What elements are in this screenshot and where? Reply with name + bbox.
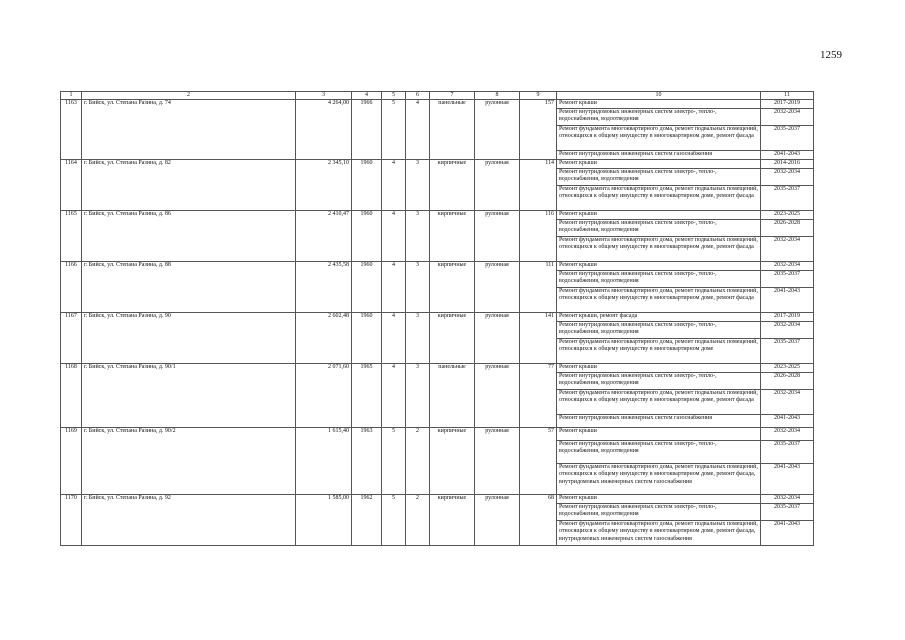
- row-number: 1169: [61, 428, 82, 495]
- work-description: Ремонт крыши: [557, 211, 761, 220]
- build-year: 1960: [352, 262, 382, 313]
- row-number: 1164: [61, 160, 82, 211]
- entrances-count: 3: [406, 364, 430, 428]
- column-number: 9: [520, 92, 557, 100]
- work-description: Ремонт фундамента многоквартирного дома, ремонт подвальных помещений, относящихся к общему имуществу в многоквартирном доме: [557, 339, 761, 364]
- work-period: 2035-2037: [761, 271, 814, 288]
- work-description: Ремонт крыши: [557, 160, 761, 169]
- residents-count: 114: [520, 160, 557, 211]
- work-period: 2032-2034: [761, 262, 814, 271]
- work-description: Ремонт крыши: [557, 262, 761, 271]
- total-area: 2 435,58: [296, 262, 352, 313]
- roof-type: рулонная: [475, 262, 520, 313]
- total-area: 1 615,40: [296, 428, 352, 495]
- column-number-row: [61, 92, 814, 100]
- entrances-count: 2: [406, 495, 430, 546]
- column-number: 6: [406, 92, 430, 100]
- house-address: г. Бийск, ул. Степана Разина, д. 74: [82, 100, 296, 160]
- work-period: 2032-2034: [761, 237, 814, 262]
- house-address: г. Бийск, ул. Степана Разина, д. 90/2: [82, 428, 296, 495]
- roof-type: рулонная: [475, 495, 520, 546]
- build-year: 1963: [352, 428, 382, 495]
- row-number: 1166: [61, 262, 82, 313]
- wall-material: кирпичные: [430, 313, 475, 364]
- total-area: 1 585,00: [296, 495, 352, 546]
- work-period: 2041-2043: [761, 521, 814, 546]
- column-number: 8: [475, 92, 520, 100]
- column-number: 7: [430, 92, 475, 100]
- house-row: [61, 313, 814, 322]
- entrances-count: 2: [406, 428, 430, 495]
- wall-material: панельные: [430, 364, 475, 428]
- wall-material: кирпичные: [430, 428, 475, 495]
- row-number: 1167: [61, 313, 82, 364]
- floors-count: 4: [382, 262, 406, 313]
- work-description: Ремонт внутридомовых инженерных систем электро-, тепло-, водоснабжения, водоотведения: [557, 322, 761, 339]
- work-description: Ремонт фундамента многоквартирного дома, ремонт подвальных помещений, относящихся к общему имуществу в многоквартирном доме, ремонт фасада, внутридомовых инженерных систем газоснабжения: [557, 464, 761, 495]
- total-area: 2 345,10: [296, 160, 352, 211]
- work-description: Ремонт фундамента многоквартирного дома, ремонт подвальных помещений, относящихся к общему имуществу в многоквартирном доме, ремонт фасада: [557, 390, 761, 415]
- house-row: [61, 211, 814, 220]
- work-period: 2041-2043: [761, 151, 814, 160]
- total-area: 2 071,60: [296, 364, 352, 428]
- work-period: 2035-2037: [761, 126, 814, 151]
- work-period: 2041-2043: [761, 464, 814, 495]
- work-description: Ремонт внутридомовых инженерных систем электро-, тепло-, водоснабжения, водоотведения: [557, 109, 761, 126]
- house-row: [61, 100, 814, 109]
- residents-count: 77: [520, 364, 557, 428]
- work-period: 2023-2025: [761, 364, 814, 373]
- work-description: Ремонт внутридомовых инженерных систем газоснабжения: [557, 415, 761, 428]
- work-description: Ремонт крыши, ремонт фасада: [557, 313, 761, 322]
- house-address: г. Бийск, ул. Степана Разина, д. 88: [82, 262, 296, 313]
- house-row: [61, 160, 814, 169]
- entrances-count: 3: [406, 211, 430, 262]
- floors-count: 5: [382, 428, 406, 495]
- entrances-count: 4: [406, 100, 430, 160]
- residents-count: 68: [520, 495, 557, 546]
- row-number: 1163: [61, 100, 82, 160]
- residents-count: 157: [520, 100, 557, 160]
- row-number: 1170: [61, 495, 82, 546]
- row-number: 1165: [61, 211, 82, 262]
- residents-count: 141: [520, 313, 557, 364]
- column-number: 3: [296, 92, 352, 100]
- roof-type: рулонная: [475, 313, 520, 364]
- roof-type: рулонная: [475, 428, 520, 495]
- work-description: Ремонт крыши: [557, 364, 761, 373]
- work-description: Ремонт фундамента многоквартирного дома, ремонт подвальных помещений, относящихся к общему имуществу в многоквартирном доме, ремонт фасада: [557, 186, 761, 211]
- work-period: 2032-2034: [761, 169, 814, 186]
- house-row: [61, 262, 814, 271]
- house-row: [61, 495, 814, 504]
- work-description: Ремонт фундамента многоквартирного дома, ремонт подвальных помещений, относящихся к общему имуществу в многоквартирном доме, ремонт фасада: [557, 237, 761, 262]
- build-year: 1960: [352, 313, 382, 364]
- wall-material: панельные: [430, 100, 475, 160]
- work-period: 2035-2037: [761, 339, 814, 364]
- work-description: Ремонт внутридомовых инженерных систем газоснабжения: [557, 151, 761, 160]
- work-period: 2032-2034: [761, 428, 814, 441]
- roof-type: рулонная: [475, 364, 520, 428]
- work-description: Ремонт внутридомовых инженерных систем электро-, тепло-, водоснабжения, водоотведения: [557, 373, 761, 390]
- house-address: г. Бийск, ул. Степана Разина, д. 90/1: [82, 364, 296, 428]
- column-number: 10: [557, 92, 761, 100]
- column-number: 2: [82, 92, 296, 100]
- work-description: Ремонт внутридомовых инженерных систем электро-, тепло-, водоснабжения, водоотведения: [557, 220, 761, 237]
- build-year: 1966: [352, 100, 382, 160]
- wall-material: кирпичные: [430, 495, 475, 546]
- work-period: 2041-2043: [761, 415, 814, 428]
- row-number: 1168: [61, 364, 82, 428]
- residents-count: 57: [520, 428, 557, 495]
- work-period: 2023-2025: [761, 211, 814, 220]
- floors-count: 4: [382, 211, 406, 262]
- column-number: 1: [61, 92, 82, 100]
- build-year: 1962: [352, 495, 382, 546]
- work-period: 2032-2034: [761, 390, 814, 415]
- work-period: 2041-2043: [761, 288, 814, 313]
- build-year: 1960: [352, 211, 382, 262]
- wall-material: кирпичные: [430, 262, 475, 313]
- work-period: 2035-2037: [761, 186, 814, 211]
- floors-count: 4: [382, 364, 406, 428]
- floors-count: 4: [382, 160, 406, 211]
- work-description: Ремонт внутридомовых инженерных систем электро-, тепло-, водоснабжения, водоотведения: [557, 441, 761, 464]
- wall-material: кирпичные: [430, 160, 475, 211]
- floors-count: 5: [382, 100, 406, 160]
- work-description: Ремонт крыши: [557, 495, 761, 504]
- work-period: 2032-2034: [761, 322, 814, 339]
- residents-count: 116: [520, 211, 557, 262]
- column-number: 5: [382, 92, 406, 100]
- work-description: Ремонт внутридомовых инженерных систем электро-, тепло-, водоснабжения, водоотведения: [557, 169, 761, 186]
- house-row: [61, 364, 814, 373]
- work-period: 2035-2037: [761, 441, 814, 464]
- work-period: 2026-2028: [761, 373, 814, 390]
- work-period: 2035-2037: [761, 504, 814, 521]
- work-description: Ремонт крыши: [557, 100, 761, 109]
- floors-count: 5: [382, 495, 406, 546]
- roof-type: рулонная: [475, 160, 520, 211]
- build-year: 1965: [352, 364, 382, 428]
- total-area: 4 264,00: [296, 100, 352, 160]
- work-period: 2017-2019: [761, 313, 814, 322]
- wall-material: кирпичные: [430, 211, 475, 262]
- work-period: 2026-2028: [761, 220, 814, 237]
- work-description: Ремонт внутридомовых инженерных систем электро-, тепло-, водоснабжения, водоотведения: [557, 504, 761, 521]
- work-description: Ремонт крыши: [557, 428, 761, 441]
- column-number: 4: [352, 92, 382, 100]
- roof-type: рулонная: [475, 100, 520, 160]
- total-area: 2 602,48: [296, 313, 352, 364]
- capital-repair-table: [60, 91, 814, 546]
- house-address: г. Бийск, ул. Степана Разина, д. 90: [82, 313, 296, 364]
- work-period: 2017-2019: [761, 100, 814, 109]
- roof-type: рулонная: [475, 211, 520, 262]
- page-number: 1259: [820, 49, 842, 61]
- entrances-count: 3: [406, 313, 430, 364]
- house-address: г. Бийск, ул. Степана Разина, д. 92: [82, 495, 296, 546]
- entrances-count: 3: [406, 160, 430, 211]
- work-description: Ремонт фундамента многоквартирного дома, ремонт подвальных помещений, относящихся к общему имуществу в многоквартирном доме, ремонт фасада: [557, 126, 761, 151]
- work-description: Ремонт фундамента многоквартирного дома, ремонт подвальных помещений, относящихся к общему имуществу в многоквартирном доме, ремонт фасада, внутридомовых инженерных систем газоснабжения: [557, 521, 761, 546]
- work-description: Ремонт внутридомовых инженерных систем электро-, тепло-, водоснабжения, водоотведения: [557, 271, 761, 288]
- build-year: 1960: [352, 160, 382, 211]
- column-number: 11: [761, 92, 814, 100]
- work-period: 2032-2034: [761, 495, 814, 504]
- work-period: 2014-2016: [761, 160, 814, 169]
- house-address: г. Бийск, ул. Степана Разина, д. 86: [82, 211, 296, 262]
- residents-count: 111: [520, 262, 557, 313]
- house-row: [61, 428, 814, 441]
- entrances-count: 3: [406, 262, 430, 313]
- floors-count: 4: [382, 313, 406, 364]
- total-area: 2 410,47: [296, 211, 352, 262]
- work-period: 2032-2034: [761, 109, 814, 126]
- work-description: Ремонт фундамента многоквартирного дома, ремонт подвальных помещений, относящихся к общему имуществу в многоквартирном доме, ремонт фасада: [557, 288, 761, 313]
- house-address: г. Бийск, ул. Степана Разина, д. 82: [82, 160, 296, 211]
